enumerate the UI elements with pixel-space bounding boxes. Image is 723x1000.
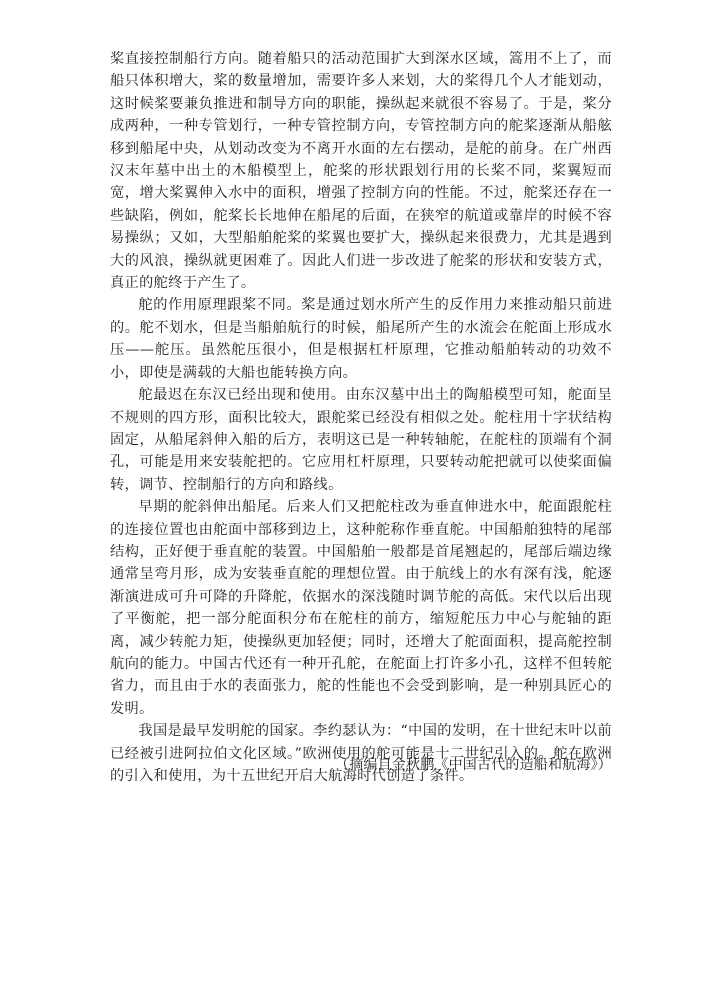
paragraph-4: 早期的舵斜伸出船尾。后来人们又把舵柱改为垂直伸进水中，舵面跟舵柱的连接位置也由舵面中部移到边上，这种舵称作垂直舵。中国船舶独特的尾部结构，正好便于垂直舵的装置。中国船舶一般都是首尾翘起的，尾部后端边缘通常呈弯月形，成为安装垂直舵的理想位置。由于航线上的水有深有浅，舵逐渐演进成可升可降的升降舵，依据水的深浅随时调节舵的高低。宋代以后出现了平衡舵，把一部分舵面积分布在舵柱的前方，缩短舵压力中心与舵轴的距离，减少转舵力矩，使操纵更加轻便；同时，还增大了舵面面积，提高舵控制航向的能力。中国古代还有一种开孔舵，在舵面上打许多小孔，这样不但转舵省力，而且由于水的表面张力，舵的性能也不会受到影响，是一种别具匠心的发明。 <box>110 499 612 717</box>
article-body <box>110 48 612 787</box>
paragraph-3: 舵最迟在东汉已经出现和使用。由东汉墓中出土的陶船模型可知，舵面呈不规则的四方形，面积比较大，跟舵桨已经没有相似之处。舵柱用十字状结构固定，从船尾斜伸入船的后方，表明这已是一种转轴舵，在舵柱的顶端有个洞孔，可能是用来安装舵把的。它应用杠杆原理，只要转动舵把就可以使桨面偏转，调节、控制船行的方向和路线。 <box>110 387 612 493</box>
paragraph-5: 我国是最早发明舵的国家。李约瑟认为：“中国的发明，在十世纪末叶以前已经被引进阿拉伯文化区域。”欧洲使用的舵可能是十二世纪引入的。舵在欧洲的引入和使用，为十五世纪开启大航海时代创造了条件。 <box>110 723 612 784</box>
paragraph-1: 桨直接控制船行方向。随着船只的活动范围扩大到深水区域，篙用不上了，而船只体积增大，桨的数量增加，需要许多人来划，大的桨得几个人才能划动，这时候桨要兼负推进和制导方向的职能，操纵起来就很不容易了。于是，桨分成两种，一种专管划行，一种专管控制方向，专管控制方向的舵桨逐渐从船舷移到船尾中央，从划动改变为不离开水面的左右摆动，是舵的前身。在广州西汉末年墓中出土的木船模型上，舵桨的形状跟划行用的长桨不同，桨翼短而宽，增大桨翼伸入水中的面积，增强了控制方向的性能。不过，舵桨还存在一些缺陷，例如，舵桨长长地伸在船尾的后面，在狭窄的航道或靠岸的时候不容易操纵；又如，大型船舶舵桨的桨翼也要扩大，操纵起来很费力，尤其是遇到大的风浪，操纵就更困难了。因此人们进一步改进了舵桨的形状和安装方式，真正的舵终于产生了。 <box>110 51 612 292</box>
paragraph-2: 舵的作用原理跟桨不同。桨是通过划水所产生的反作用力来推动船只前进的。舵不划水，但是当船舶航行的时候，船尾所产生的水流会在舵面上形成水压——舵压。虽然舵压很小，但是根据杠杆原理，它推动船舶转动的功效不小，即使是满载的大船也能转换方向。 <box>110 297 612 381</box>
source-citation: （摘编自金秋鹏《中国古代的造船和航海》） <box>335 757 612 773</box>
